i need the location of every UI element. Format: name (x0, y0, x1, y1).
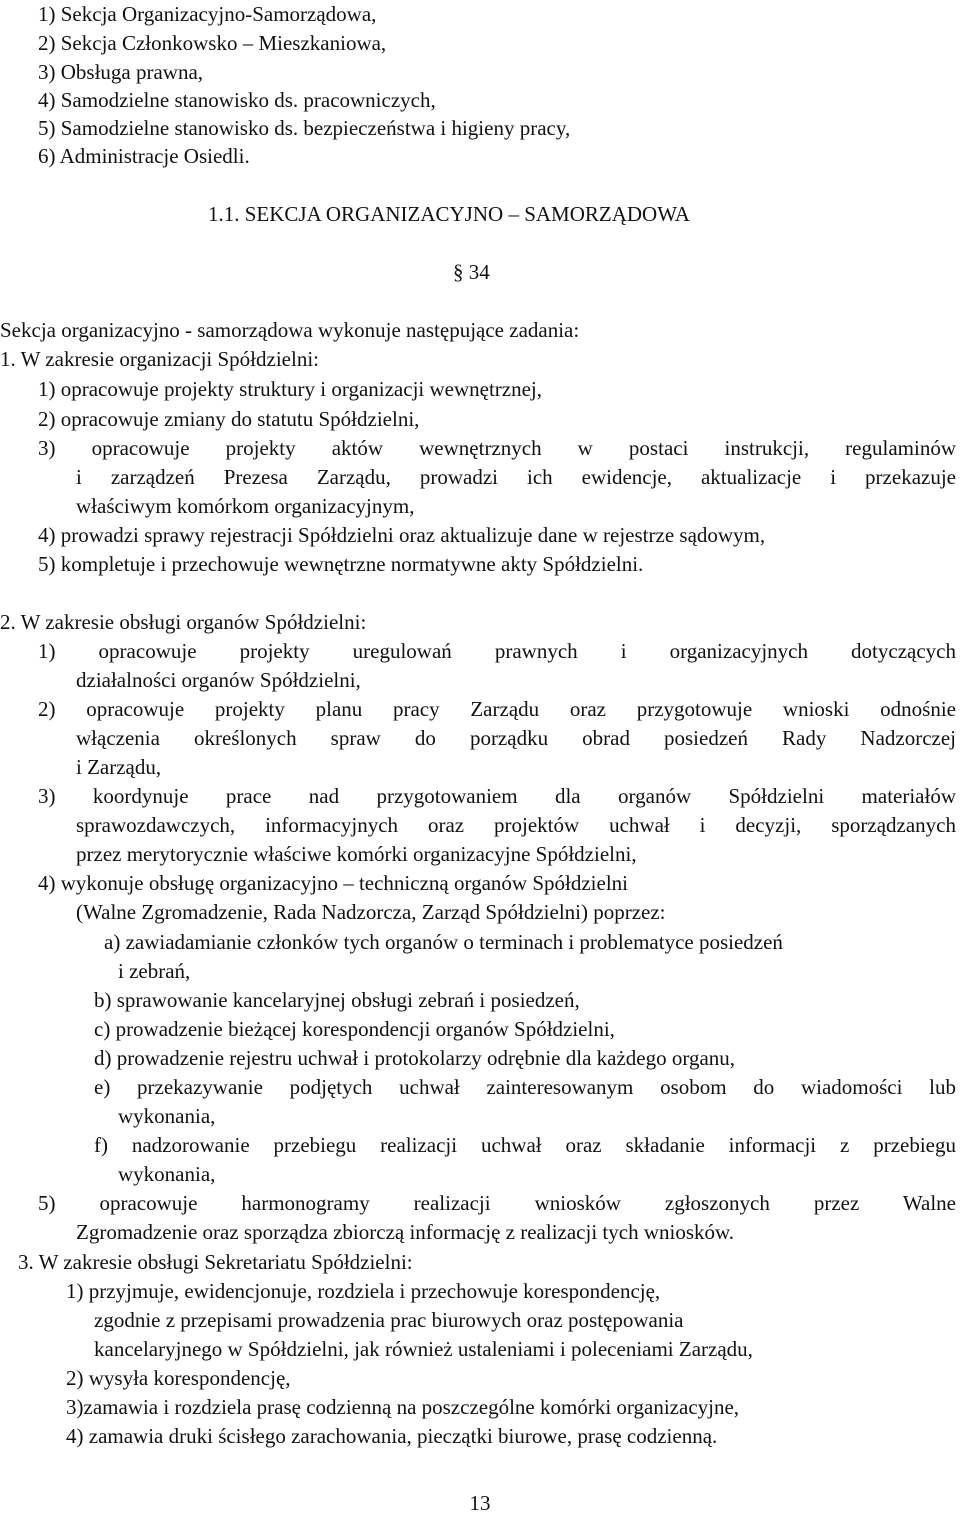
block2-line: włączenia określonych spraw do porządku obrad posiedzeń Rady Nadzorczej (76, 726, 956, 750)
block2-subitem: c) prowadzenie bieżącej korespondencji organów Spółdzielni, (94, 1017, 615, 1041)
block2-subitem: e) przekazywanie podjętych uchwał zainteresowanym osobom do wiadomości lub (94, 1075, 956, 1099)
block3-line: 4) zamawia druki ścisłego zarachowania, pieczątki biurowe, prasę codzienną. (66, 1424, 718, 1448)
block1-item: 2) opracowuje zmiany do statutu Spółdzielni, (38, 407, 420, 431)
block2-subitem: a) zawiadamianie członków tych organów o terminach i problematyce posiedzeń (104, 930, 783, 954)
intro-text: Sekcja organizacyjno - samorządowa wykonuje następujące zadania: (0, 318, 580, 342)
block2-subitem: f) nadzorowanie przebiegu realizacji uchwał oraz składanie informacji z przebiegu (94, 1133, 956, 1157)
block1-item: 5) kompletuje i przechowuje wewnętrzne normatywne akty Spółdzielni. (38, 552, 644, 576)
block2-line: 5) opracowuje harmonogramy realizacji wniosków zgłoszonych przez Walne (38, 1191, 956, 1215)
page-number: 13 (469, 1491, 491, 1515)
block2-line: sprawozdawczych, informacyjnych oraz projektów uchwał i decyzji, sporządzanych (76, 813, 956, 837)
list-item: 3) Obsługa prawna, (38, 60, 204, 84)
block2-heading: 2. W zakresie obsługi organów Spółdzielni: (0, 610, 367, 634)
block2-subitem: d) prowadzenie rejestru uchwał i protokolarzy odrębnie dla każdego organu, (94, 1046, 736, 1070)
block3-line: 3)zamawia i rozdziela prasę codzienną na poszczególne komórki organizacyjne, (66, 1395, 740, 1419)
block2-subitem: i zebrań, (118, 959, 191, 983)
block2-line: działalności organów Spółdzielni, (76, 668, 361, 692)
block2-subitem: b) sprawowanie kancelaryjnej obsługi zebrań i posiedzeń, (94, 988, 580, 1012)
block1-item: 4) prowadzi sprawy rejestracji Spółdzielni oraz aktualizuje dane w rejestrze sądowym, (38, 523, 766, 547)
block1-heading: 1. W zakresie organizacji Spółdzielni: (0, 347, 319, 371)
block2-line: 3) koordynuje prace nad przygotowaniem dla organów Spółdzielni materiałów (38, 784, 956, 808)
block2-subitem: wykonania, (118, 1162, 216, 1186)
block2-line: Zgromadzenie oraz sporządza zbiorczą informację z realizacji tych wniosków. (76, 1220, 735, 1244)
block2-line: 2) opracowuje projekty planu pracy Zarządu oraz przygotowuje wnioski odnośnie (38, 697, 956, 721)
list-item: 5) Samodzielne stanowisko ds. bezpieczeństwa i higieny pracy, (38, 116, 571, 140)
block2-subitem: wykonania, (118, 1104, 216, 1128)
block2-line: (Walne Zgromadzenie, Rada Nadzorcza, Zarząd Spółdzielni) poprzez: (76, 900, 666, 924)
block1-item: 3) opracowuje projekty aktów wewnętrznych w postaci instrukcji, regulaminów (38, 436, 956, 460)
block3-line: 1) przyjmuje, ewidencjonuje, rozdziela i przechowuje korespondencję, (66, 1279, 661, 1303)
block1-item: i zarządzeń Prezesa Zarządu, prowadzi ich ewidencje, aktualizacje i przekazuje (76, 465, 956, 489)
block2-line: 4) wykonuje obsługę organizacyjno – techniczną organów Spółdzielni (38, 871, 628, 895)
list-item: 6) Administracje Osiedli. (38, 144, 250, 168)
block3-line: 2) wysyła korespondencję, (66, 1366, 291, 1390)
list-item: 2) Sekcja Członkowsko – Mieszkaniowa, (38, 31, 387, 55)
list-item: 1) Sekcja Organizacyjno-Samorządowa, (38, 2, 377, 26)
block2-line: 1) opracowuje projekty uregulowań prawnych i organizacyjnych dotyczących (38, 639, 956, 663)
block1-item: 1) opracowuje projekty struktury i organizacji wewnętrznej, (38, 377, 543, 401)
list-item: 4) Samodzielne stanowisko ds. pracowniczych, (38, 88, 436, 112)
block2-line: przez merytorycznie właściwe komórki organizacyjne Spółdzielni, (76, 842, 637, 866)
block2-line: i Zarządu, (76, 755, 162, 779)
paragraph-mark: § 34 (453, 260, 490, 284)
section-heading: 1.1. SEKCJA ORGANIZACYJNO – SAMORZĄDOWA (208, 202, 690, 226)
block1-item: właściwym komórkom organizacyjnym, (76, 494, 415, 518)
block3-line: kancelaryjnego w Spółdzielni, jak również ustaleniami i poleceniami Zarządu, (94, 1337, 753, 1361)
block3-heading: 3. W zakresie obsługi Sekretariatu Spółdzielni: (18, 1250, 413, 1274)
block3-line: zgodnie z przepisami prowadzenia prac biurowych oraz postępowania (94, 1308, 684, 1332)
